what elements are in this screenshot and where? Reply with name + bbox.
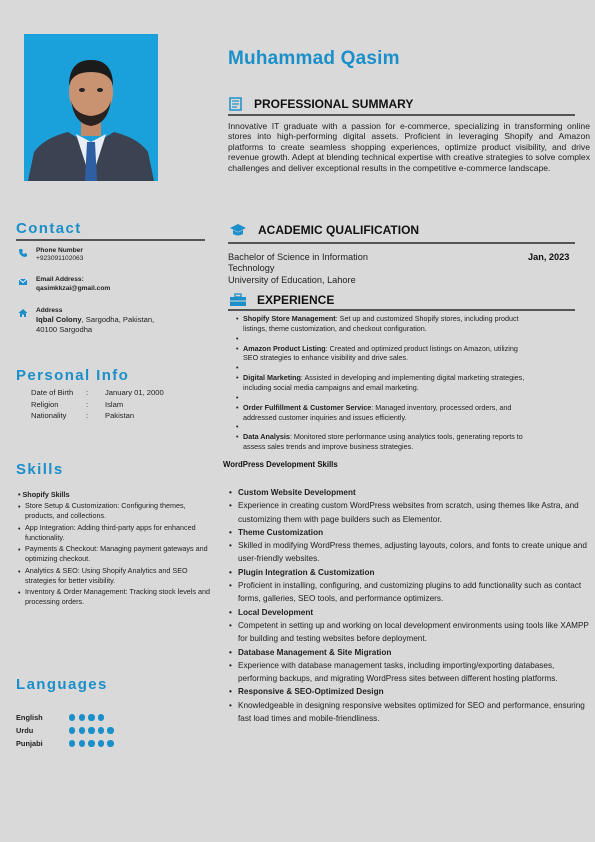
level-dot — [98, 727, 104, 733]
languages-heading: Languages — [16, 676, 108, 693]
list-item-heading: • Custom Website Development — [229, 486, 595, 499]
contact-rule — [16, 239, 205, 241]
mail-icon — [18, 277, 28, 287]
list-item-heading: • Responsive & SEO-Optimized Design — [229, 685, 595, 698]
language-level-dots — [69, 727, 114, 733]
personal-row: Religion : Islam — [31, 400, 124, 409]
level-dot — [79, 714, 85, 720]
list-item: • Analytics & SEO: Using Shopify Analytics and SEO strategies for better visibility. — [18, 566, 214, 586]
level-dot — [107, 727, 113, 733]
briefcase-icon — [228, 293, 248, 307]
contact-address: Address Iqbal Colony, Sargodha, Pakistan, 40100 Sargodha — [18, 307, 154, 335]
summary-heading: PROFESSIONAL SUMMARY — [228, 97, 413, 111]
home-icon — [18, 308, 28, 318]
level-dot — [98, 740, 104, 746]
phone-icon — [18, 248, 28, 258]
list-item: • Payments & Checkout: Managing payment gateways and optimizing checkout. — [18, 544, 214, 564]
level-dot — [69, 714, 75, 720]
person-portrait-icon — [24, 34, 158, 181]
education-entry: Bachelor of Science in Information Technology University of Education, Lahore — [228, 252, 368, 285]
list-item: • Shopify Store Management: Set up and customized Shopify stores, including product listings, theme customization, and checkout configuration. — [236, 314, 526, 334]
contact-email: Email Address: qasimkkzai@gmail.com — [18, 276, 110, 293]
list-item: • Competent in setting up and working on local development environments using tools like XAMPP for building and testing websites before deployment. — [229, 619, 595, 646]
list-item: • Order Fulfillment & Customer Service: Managed inventory, processed orders, and addressed customer inquiries and issues efficiently. — [236, 403, 526, 423]
wordpress-skills-list — [229, 486, 595, 725]
personal-row: Nationality : Pakistan — [31, 411, 135, 420]
list-item: • Amazon Product Listing: Created and optimized product listings on Amazon, utilizing SEO strategies to enhance visibility and drive sales. — [236, 344, 526, 364]
list-item: • Proficient in installing, configuring, and customizing plugins to add functionality such as contact forms, galleries, SEO tools, and performance optimizers. — [229, 579, 595, 606]
empty-bullet — [236, 422, 526, 432]
email-link[interactable]: qasimkkzai@gmail.com — [36, 285, 111, 292]
shopify-skills-list: • Shopify Skills • Store Setup & Customization: Configuring themes, products, and collections. • App Integration: Adding third-party apps for enhanced functionality. • Payments & Checkout: Managing payment gateways and optimizing checkout. • Analytics & SEO: Using Shopify Analytics and SEO strategies for better visibility. • Inventory & Order Management: Tracking stock levels and processing orders. — [18, 490, 214, 609]
language-level-dots — [69, 740, 114, 746]
level-dot — [88, 740, 94, 746]
experience-list — [236, 314, 526, 452]
personal-info-heading: Personal Info — [16, 367, 130, 384]
empty-bullet — [236, 334, 526, 344]
list-item-heading: • Database Management & Site Migration — [229, 646, 595, 659]
list-item: • Skilled in modifying WordPress themes, adjusting layouts, colors, and fonts to create unique and user-friendly websites. — [229, 539, 595, 566]
education-rule — [228, 242, 575, 244]
language-row: Urdu — [16, 726, 114, 735]
list-item-heading: • Plugin Integration & Customization — [229, 566, 595, 579]
list-item: • Inventory & Order Management: Tracking stock levels and processing orders. — [18, 587, 214, 607]
experience-heading: EXPERIENCE — [228, 293, 334, 307]
list-item-heading: • Theme Customization — [229, 526, 595, 539]
level-dot — [98, 714, 104, 720]
document-icon — [228, 97, 246, 111]
level-dot — [107, 740, 113, 746]
contact-heading: Contact — [16, 220, 82, 237]
contact-phone: Phone Number +923091102063 — [18, 247, 83, 263]
list-item: • Experience in creating custom WordPress websites from scratch, using themes like Astra, and customizing them with page builders such as Elementor. — [229, 499, 595, 526]
list-item: • Store Setup & Customization: Configuring themes, products, and collections. — [18, 501, 214, 521]
level-dot — [88, 714, 94, 720]
profile-photo — [24, 34, 158, 181]
empty-bullet — [236, 363, 526, 373]
graduation-cap-icon — [228, 223, 248, 237]
list-item: • Experience with database management tasks, including importing/exporting databases, performing backups, and migrating WordPress sites between different hosting platforms. — [229, 659, 595, 686]
level-dot — [88, 727, 94, 733]
language-level-dots — [69, 714, 104, 720]
list-item: • Knowledgeable in designing responsive websites optimized for SEO and performance, ensuring fast load times and mobile-friendliness. — [229, 699, 595, 726]
skills-heading: Skills — [16, 461, 64, 478]
wordpress-skills-title: WordPress Development Skills — [223, 460, 338, 469]
empty-bullet — [236, 393, 526, 403]
personal-row: Date of Birth : January 01, 2000 — [31, 388, 164, 397]
education-date: Jan, 2023 — [528, 252, 570, 262]
list-item-heading: • Local Development — [229, 606, 595, 619]
language-row: Punjabi — [16, 739, 114, 748]
summary-text: Innovative IT graduate with a passion for e-commerce, specializing in transforming online stores into high-performing digital assets. Proficient in leveraging Shopify and Amazon platforms to create seamless shopping experiences, optimize product visibility, and drive revenue growth. Adept at blending technical expertise with creative strategies to solve complex challenges and deliver exceptional results in the competitive e-commerce landscape. — [228, 121, 590, 173]
language-row: English — [16, 713, 104, 722]
education-heading: ACADEMIC QUALIFICATION — [228, 223, 419, 237]
level-dot — [79, 727, 85, 733]
list-item: • App Integration: Adding third-party apps for enhanced functionality. — [18, 523, 214, 543]
level-dot — [69, 740, 75, 746]
list-item: • Data Analysis: Monitored store performance using analytics tools, generating reports to assess sales trends and improve business strategies. — [236, 432, 526, 452]
summary-rule — [228, 114, 575, 116]
experience-rule — [228, 309, 575, 311]
level-dot — [69, 727, 75, 733]
candidate-name: Muhammad Qasim — [228, 48, 400, 69]
level-dot — [79, 740, 85, 746]
list-item: • Digital Marketing: Assisted in developing and implementing digital marketing strategies, including social media campaigns and email marketing. — [236, 373, 526, 393]
